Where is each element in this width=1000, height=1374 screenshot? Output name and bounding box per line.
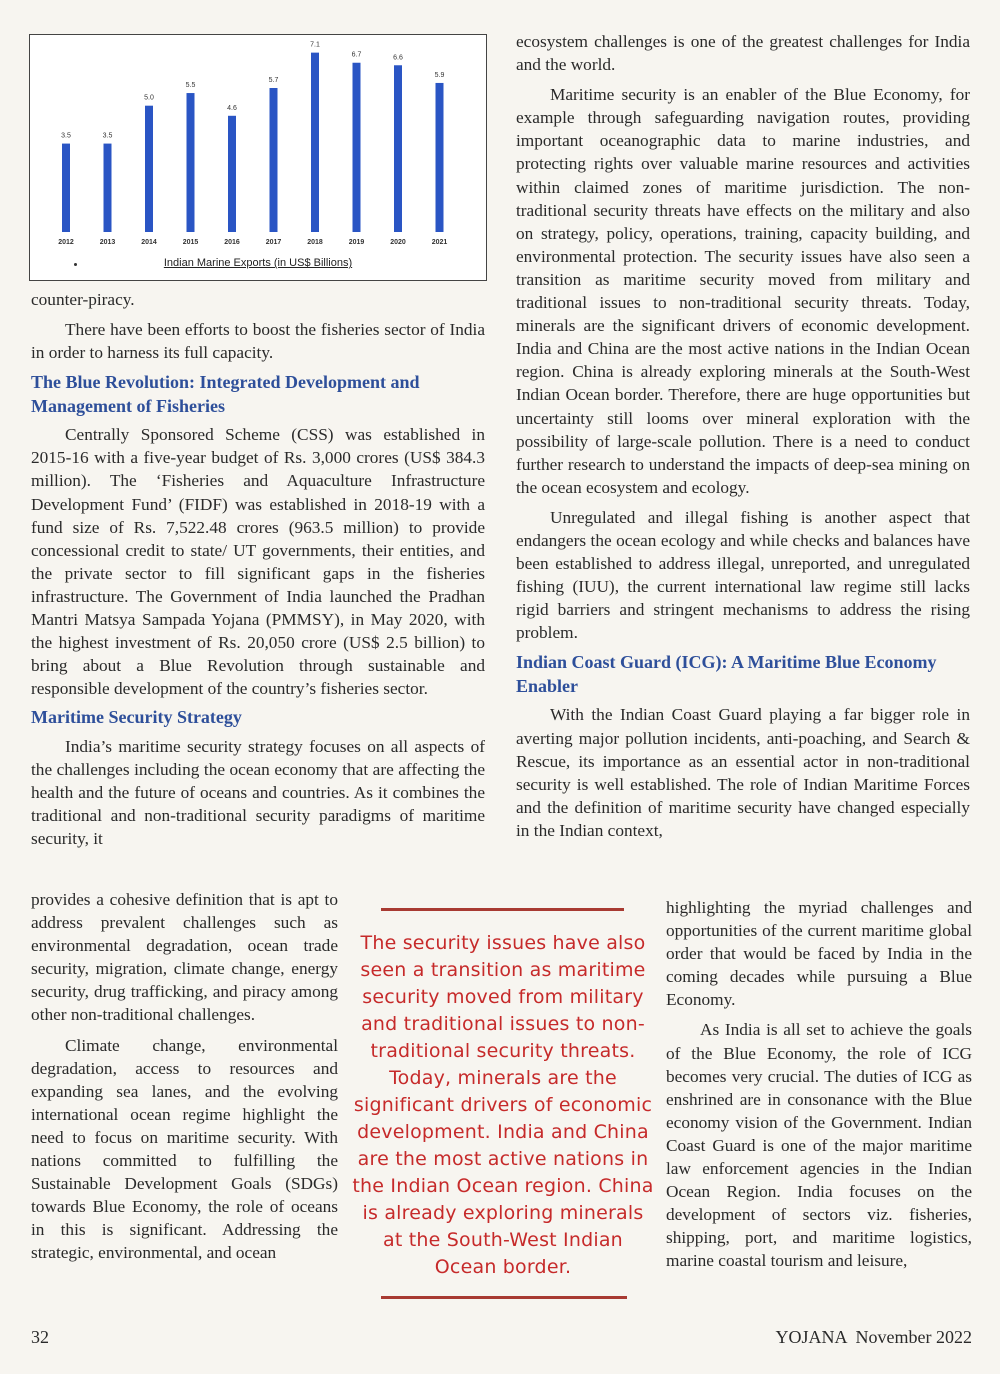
- paragraph: There have been efforts to boost the fisheries sector of India in order to harness its full capacity.: [31, 320, 485, 363]
- value-label-2018: 7.1: [310, 41, 320, 49]
- tick-label-2015: 2015: [182, 239, 199, 246]
- bar-2014: [145, 106, 153, 232]
- tick-label-2014: 2014: [141, 239, 157, 246]
- bar-2015: [187, 93, 195, 232]
- tick-label-2021: 2021: [431, 239, 448, 246]
- value-label-2014: 5.0: [144, 94, 154, 102]
- pull-quote: The security issues have also seen a transition as maritime security moved from military and traditional issues to non-traditional security threats. Today, minerals are the significant drivers of economic development. India and China are the most active nations in the Indian Ocean region. China is already exploring minerals at the South-West Indian Ocean border.: [352, 932, 654, 1278]
- bar-2016: [228, 116, 236, 232]
- paragraph: highlighting the myriad challenges and opportunities of the current maritime global order that would be faced by India in the coming decades while pursuing a Blue Economy.: [666, 898, 972, 1010]
- bar-2017: [270, 88, 278, 232]
- bar-chart-svg: [30, 35, 485, 279]
- left-column-bottom: [31, 888, 338, 1265]
- bar-2018: [311, 53, 319, 232]
- tick-label-2016: 2016: [224, 239, 240, 246]
- bar-2012: [62, 144, 70, 232]
- value-label-2015: 5.5: [185, 82, 196, 90]
- pull-quote-top-rule: [381, 908, 624, 911]
- marine-exports-chart: [29, 34, 487, 281]
- value-label-2017: 5.7: [268, 77, 279, 84]
- paragraph: Centrally Sponsored Scheme (CSS) was established in 2015-16 with a five-year budget of Rs. 3,000 crores (US$ 384.3 million). The ‘Fisheries and Aquaculture Infrastructure Development Fund’ (FIDF) was established in 2018-19 with a fund size of Rs. 7,522.48 crores (963.5 million) to provide concessional credit to state/ UT governments, their entities, and the private sector to fill significant gaps in the fisheries infrastructure. The Government of India launched the Pradhan Mantri Matsya Sampada Yojana (PMMSY), in May 2020, with the highest investment of Rs. 20,050 crore (US$ 2.5 billion) to bring about a Blue Revolution through sustainable and responsible development of the country’s fisheries sector.: [31, 425, 485, 699]
- paragraph: ecosystem challenges is one of the greatest challenges for India and the world.: [516, 32, 970, 75]
- section-heading: The Blue Revolution: Integrated Development and Management of Fisheries: [31, 372, 420, 416]
- tick-label-2019: 2019: [348, 239, 365, 246]
- chart-title: Indian Marine Exports (in US$ Billions): [163, 257, 353, 269]
- value-label-2012: 3.5: [61, 132, 71, 140]
- tick-label-2020: 2020: [390, 239, 406, 246]
- pull-quote-bottom-rule: [381, 1296, 627, 1299]
- paragraph: With the Indian Coast Guard playing a far bigger role in averting major pollution incidents, anti-poaching, and Search & Rescue, its importance as an essential actor in non-traditional security is well established. The role of Indian Maritime Forces and the definition of maritime security have changed especially in the Indian context,: [516, 705, 970, 840]
- section-heading: Indian Coast Guard (ICG): A Maritime Blue Economy Enabler: [516, 652, 937, 696]
- paragraph: Climate change, environmental degradation, access to resources and expanding sea lanes, and the evolving international ocean regime highlight the need to focus on maritime security. With nations committed to fulfilling the Sustainable Development Goals (SDGs) towards Blue Economy, the role of oceans in this is significant. Addressing the strategic, environmental, and ocean: [31, 1035, 338, 1263]
- bar-2019: [353, 63, 361, 232]
- value-label-2021: 5.9: [434, 71, 445, 79]
- tick-label-2013: 2013: [99, 239, 116, 246]
- tick-label-2012: 2012: [58, 239, 74, 246]
- left-column-top: [31, 288, 485, 850]
- paragraph: counter-piracy.: [31, 290, 135, 309]
- bar-2021: [436, 83, 444, 232]
- tick-label-2017: 2017: [265, 239, 282, 246]
- right-column-top: [516, 30, 970, 842]
- value-label-2020: 6.6: [393, 54, 403, 62]
- paragraph: India’s maritime security strategy focuses on all aspects of the challenges including the ocean economy that are affecting the health and the future of oceans and countries. As it combines the traditional and non-traditional security paradigms of maritime security, it: [31, 736, 485, 849]
- paragraph: Maritime security is an enabler of the Blue Economy, for example through safeguarding navigation routes, providing important oceanographic data to marine industries, and protecting rights over valuable marine resources and activities within claimed zones of maritime jurisdiction. The non-traditional security threats have effects on the military and also on strategy, policy, operations, training, capacity building, and environmental protection. The security issues have also seen a transition as maritime security moved from military and traditional issues to non-traditional security threats. Today, minerals are the significant drivers of economic development. India and China are the most active nations in the Indian Ocean region. China is already exploring minerals at the South-West Indian Ocean border. Therefore, there are huge opportunities but uncertainty still looms over mineral exploration with the possibility of large-scale pollution. There is a need to conduct further research to understand the impacts of deep-sea mining on the ocean ecosystem and ecology.: [516, 85, 970, 497]
- publication-footer: YOJANA November 2022: [775, 1327, 972, 1347]
- paragraph: Unregulated and illegal fishing is another aspect that endangers the ocean ecology and while checks and balances have been established to address illegal, unreported, and unregulated fishing (IUU), the current international law regime still lacks rigid barriers and stringent mechanisms to address the rising problem.: [516, 507, 970, 643]
- tick-label-2018: 2018: [307, 239, 323, 246]
- section-heading: Maritime Security Strategy: [31, 707, 242, 728]
- value-label-2013: 3.5: [102, 132, 113, 140]
- bar-2020: [394, 65, 402, 232]
- paragraph: provides a cohesive definition that is apt to address prevalent challenges such as environmental degradation, ocean trade security, migration, climate change, energy security, drug trafficking, and piracy among other non-traditional challenges.: [31, 890, 338, 1025]
- value-label-2016: 4.6: [227, 104, 237, 112]
- bar-2013: [104, 144, 112, 232]
- right-column-bottom: [666, 896, 972, 1273]
- page-number: 32: [31, 1327, 49, 1347]
- paragraph: As India is all set to achieve the goals of the Blue Economy, the role of ICG becomes very crucial. The duties of ICG as enshrined are in consonance with the Blue economy vision of the Government. Indian Coast Guard is one of the major maritime law enforcement agencies in the Indian Ocean Region. India focuses on the development of sectors viz. fisheries, shipping, port, and maritime logistics, marine coastal tourism and leisure,: [666, 1020, 972, 1271]
- value-label-2019: 6.7: [351, 51, 362, 59]
